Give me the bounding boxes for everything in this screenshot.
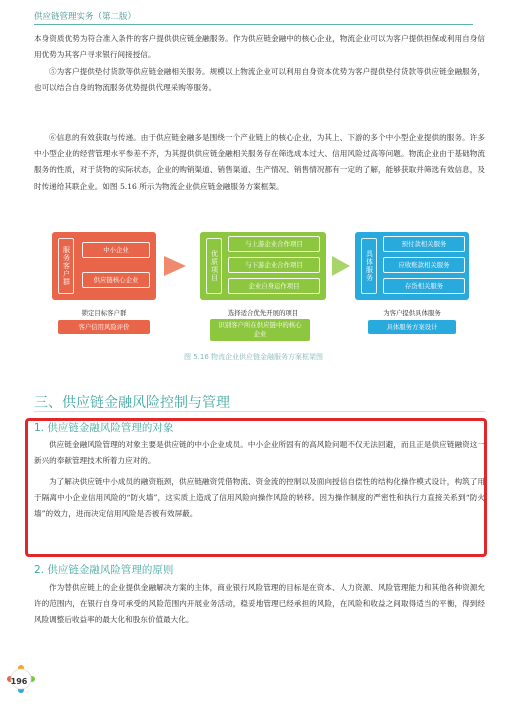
project-group-box — [200, 232, 326, 300]
body-paragraph: ⑤为客户提供垫付货款等供应链金融相关服务。规模以上物流企业可以利用自身资本优势为客户提供垫付货款等供应链金融服务，也可以结合自身的物流服务优势提供代理采购等服务。 — [34, 67, 485, 93]
body-paragraph: 本身资质优势为符合准入条件的客户提供供应链金融服务。作为供应链金融中的核心企业，物流企业可以为客户提供担保或利用自身信用优势为其客户寻求银行间接授信。 — [34, 34, 485, 60]
group-caption: 为客户提供具体服务 — [383, 309, 441, 317]
group-vertical-label: 优质项目 — [206, 238, 222, 294]
subsection-heading: 1. 供应链金融风险管理的对象 — [34, 422, 174, 434]
header-divider — [34, 24, 473, 25]
group-item: 应收账款相关服务 — [383, 257, 465, 273]
group-item: 供应链核心企业 — [82, 272, 150, 288]
group-item: 预付款相关服务 — [383, 236, 465, 252]
group-output-box: 客户信用风险评价 — [58, 320, 150, 334]
group-output-box: 具体服务方案设计 — [368, 320, 456, 334]
group-item: 中小企业 — [82, 242, 150, 258]
group-output-box: 识别客户所在供应链中的核心企业 — [210, 319, 310, 341]
group-caption: 锁定目标客户群 — [81, 309, 127, 317]
body-paragraph: ⑥信息的有效获取与传递。由于供应链金融多是围绕一个产业链上的核心企业，为其上、下游的多个中小型企业提供的服务。许多中小型企业的经营管理水平参差不齐，为其提供供应链金融相关服务存在筛选成本过大、信用风险过高等问题。物流企业由于基础物流服务的性质，对于货物的实际状态，企业的购销渠道、销售渠道、生产情况、销售情况都有一定的了解，能够获取并筛选有效信息，及时传递给其联企业。如图 5.16 所示为物流企业供应链金融服务方案框架。 — [34, 133, 485, 191]
group-caption: 选择适合优先开展的项目 — [227, 309, 299, 317]
arrow-icon — [332, 256, 350, 276]
group-vertical-label: 具体服务 — [361, 238, 377, 294]
section-heading: 三、供应链金融风险控制与管理 — [34, 395, 230, 411]
page-header — [0, 0, 507, 26]
section-divider — [34, 411, 485, 412]
subsection-heading: 2. 供应链金融风险管理的原则 — [34, 564, 174, 576]
group-item: 企业自身运作项目 — [228, 278, 320, 294]
service-group-box — [355, 232, 469, 300]
body-paragraph: 供应链金融风险管理的对象主要是供应链的中小企业成员。中小企业所固有的高风险问题不仅无法回避，而且正是供应链融资这一新兴的奉献管理技术所着力应对的。 — [34, 440, 485, 466]
group-vertical-label: 服务客户群 — [58, 238, 74, 294]
body-paragraph: 为了解决供应链中小成员的融资瓶颈，供应链融资凭借物流、资金流的控制以及面向授信自偿性的结构化操作模式设计，构筑了用于隔离中小企业信用风险的“防火墙”，这实质上造成了信用风险向操作风险的转移。因为操作制度的严密性和执行力直接关系到“防火墙”的效力，进而决定信用风险是否被有效屏蔽。 — [34, 477, 485, 519]
group-item: 与上游企业合作项目 — [228, 236, 320, 252]
page-number: 196 — [10, 677, 28, 686]
arrow-icon — [164, 256, 186, 276]
running-header-title: 供应链管理实务（第二版） — [34, 12, 137, 22]
figure-caption: 图 5.16 物流企业供应链金融服务方案框架图 — [183, 353, 324, 361]
group-item: 存货相关服务 — [383, 278, 465, 294]
service-framework-diagram — [52, 232, 470, 350]
body-paragraph: 作为替供应链上的企业提供金融解决方案的主体，商业银行风险管理的目标是在资本、人力资源、风险管理能力和其他各种资源允许的范围内，在银行自身可承受的风险范围内开展业务活动，稳妥地管理已经承担的风险，在风险和收益之间取得适当的平衡，得到经风险调整后收益率的最大化和股东价值最大化。 — [34, 583, 485, 625]
customer-group-box — [52, 232, 156, 300]
group-item: 与下游企业合作项目 — [228, 257, 320, 273]
